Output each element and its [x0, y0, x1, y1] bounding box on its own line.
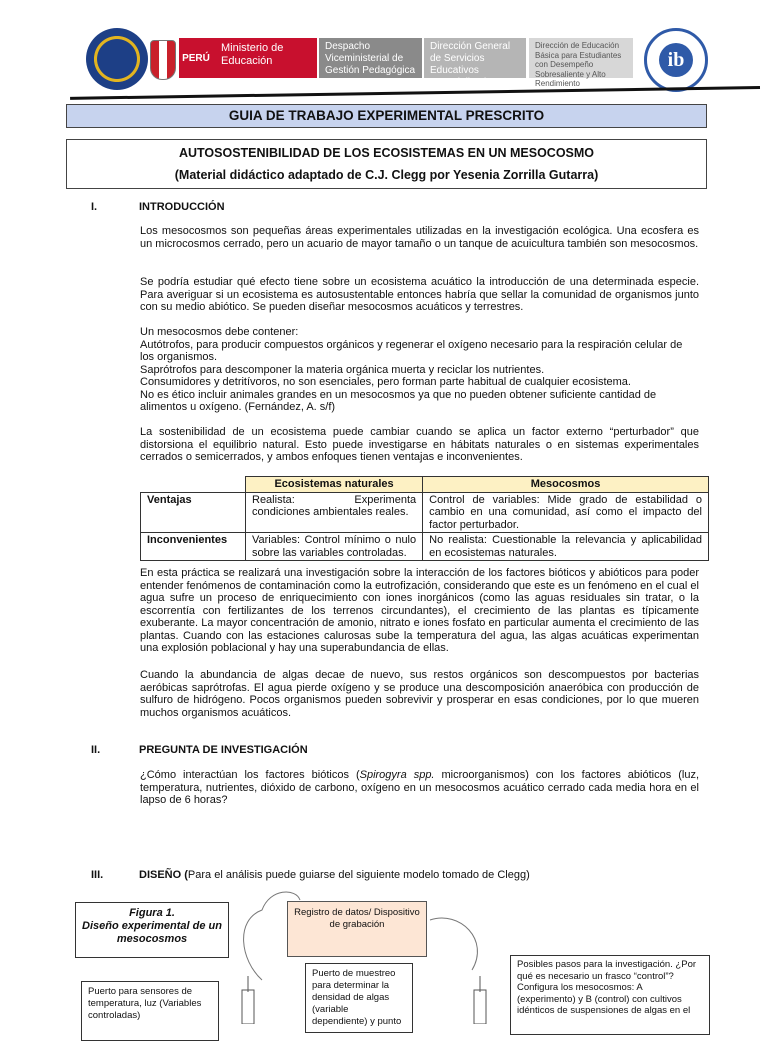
- list-item: Autótrofos, para producir compuestos orgánicos y regenerar el oxígeno necesario para la respiración celular de los organismos.: [140, 338, 683, 363]
- section-title-pregunta: PREGUNTA DE INVESTIGACIÓN: [139, 744, 308, 756]
- list-intro: Un mesocosmos debe contener:: [140, 326, 299, 338]
- header-divider: [70, 86, 760, 100]
- list-item: Saprótrofos para descomponer la materia orgánica muerta y reciclar los nutrientes.: [140, 363, 545, 376]
- paren: (: [184, 869, 188, 881]
- sensor-port-box: Puerto para sensores de temperatura, luz (Variables controladas): [81, 981, 219, 1041]
- figure-caption: Diseño experimental de un mesocosmos: [82, 920, 222, 945]
- table-header-row: [141, 477, 709, 493]
- list-item: No es ético incluir animales grandes en un mesocosmos ya que no pueden obtener suficiente cantidad de alimentos u oxígeno. (Fernández, A. s/f): [140, 388, 657, 413]
- data-logger-box: Registro de datos/ Dispositivo de grabación: [287, 901, 427, 957]
- probe-icon: [242, 990, 254, 1024]
- list-item: Consumidores y detritívoros, no son esenciales, pero forman parte habitual de cualquier ecosistema.: [140, 376, 631, 388]
- section-number: I.: [91, 201, 98, 213]
- body-paragraph-4: [140, 567, 699, 655]
- row-header: Inconvenientes: [141, 533, 246, 561]
- paragraph-text: En esta práctica se realizará una investigación sobre la interacción de los factores bióticos y abióticos para poder entender fenómenos de contaminación como la eutrofización, considerando que este es un fenómeno en el cual el agua sufre un proceso de enriquecimiento con iones inorgánicos (como las aguas residuales sin tratar, o la escorrentía con fertilizantes de los terrenos circundantes), el crecimiento de las plantas es típicamente exuberante. La mayor concentración de amonio, nitrato e iones fosfato en particular aumenta el crecimiento de las plantas. Cuando con las estaciones calurosas sube la temperatura del agua, las algas acuáticas experimentan una explosión poblacional y hay una superabundancia de ellas.: [140, 567, 699, 654]
- direccion-educacion-label: Dirección de Educación Básica para Estudiantes con Desempeño Sobresaliente y Alto Rendimiento: [529, 38, 633, 78]
- section-number: II.: [91, 744, 101, 756]
- ministerio-label: Ministerio de Educación: [213, 38, 317, 78]
- university-seal-logo: [86, 28, 148, 90]
- probe-icon: [474, 990, 486, 1024]
- body-paragraph-5: [140, 669, 699, 719]
- table-cell: Variables: Control mínimo o nulo sobre las variables controladas.: [246, 533, 423, 561]
- direccion-general-label: Dirección General de Servicios Educativos Especializados: [424, 38, 526, 78]
- page-header: [0, 0, 768, 96]
- sampling-port-box: Puerto de muestreo para determinar la densidad de algas (variable dependiente) y punto: [305, 963, 413, 1033]
- despacho-label: Despacho Viceministerial de Gestión Pedagógica: [319, 38, 422, 78]
- section-number: III.: [91, 869, 104, 881]
- column-header: Mesocosmos: [423, 477, 709, 493]
- cable-line: [430, 918, 477, 970]
- paragraph-text: La sostenibilidad de un ecosistema puede cambiar cuando se aplica un factor externo “perturbador” que distorsiona el equilibrio natural. Esto puede investigarse en hábitats naturales o en sistemas experimentales cerrados o semicerrados, y ambos enfoques tienen ventajas e inconvenientes.: [140, 426, 699, 463]
- ib-logo: [644, 28, 708, 92]
- intro-paragraph-1: [140, 225, 699, 250]
- table-cell: Control de variables: Mide grado de estabilidad o cambio en una comunidad, así como el impacto del factor perturbador.: [423, 492, 709, 533]
- peru-coat-of-arms-icon: [150, 40, 176, 80]
- table-row: [141, 492, 709, 533]
- figure-caption-box: [75, 902, 229, 958]
- figure-label: Figura 1.: [129, 907, 175, 919]
- section-title-text: DISEÑO: [139, 869, 182, 881]
- table-row: [141, 533, 709, 561]
- table-corner: [141, 477, 246, 493]
- table-cell: No realista: Cuestionable la relevancia y aplicabilidad en ecosistemas naturales.: [423, 533, 709, 561]
- species-name: Spirogyra spp.: [359, 769, 435, 781]
- peru-label: PERÚ: [179, 38, 213, 78]
- steps-box: Posibles pasos para la investigación. ¿Por qué es necesario un frasco “control”? Configura los mesocosmos: A (experimento) y B (control) con cultivos idénticos de suspensiones de algas en el: [510, 955, 710, 1035]
- paragraph-text: Cuando la abundancia de algas decae de nuevo, sus restos orgánicos son descompuestos por bacterias aeróbicas saprótrofas. El agua pierde oxígeno y se produce una descomposición anaeróbica con producción de sulfuro de hidrógeno. Pocos organismos pueden sobrevivir y prosperar en esas condiciones, por lo que mueren muchos organismos acuáticos.: [140, 669, 699, 719]
- subtitle-line2: (Material didáctico adaptado de C.J. Clegg por Yesenia Zorrilla Gutarra): [174, 168, 599, 182]
- intro-list: [140, 326, 699, 414]
- table-cell: Realista: Experimenta condiciones ambientales reales.: [246, 492, 423, 533]
- subtitle-line1: AUTOSOSTENIBILIDAD DE LOS ECOSISTEMAS EN UN MESOCOSMO: [178, 146, 595, 160]
- comparison-table: [140, 476, 709, 561]
- intro-paragraph-3: [140, 426, 699, 464]
- ib-logo-text: ib: [659, 43, 693, 77]
- paragraph-text: Se podría estudiar qué efecto tiene sobre un ecosistema acuático la introducción de una determinada especie. Para averiguar si un ecosistema es autosustentable entonces habría que sellar la comunidad de organismos junto con su medio abiótico. Se pueden diseñar mesocosmos acuáticos y terrestres.: [140, 276, 699, 313]
- row-header: Ventajas: [141, 492, 246, 533]
- section-note: Para el análisis puede guiarse del siguiente modelo tomado de Clegg): [187, 869, 530, 881]
- question-text: microorganismos) con los factores abióticos (luz, temperatura, nutrientes, dióxido de carbono, oxígeno en un mesocosmos acuático cerrado cada media hora en el lapso de 6 horas?: [140, 769, 699, 806]
- intro-paragraph-2: [140, 276, 699, 314]
- subtitle-box: [66, 139, 707, 189]
- section-title-intro: INTRODUCCIÓN: [139, 201, 225, 213]
- paragraph-text: Los mesocosmos son pequeñas áreas experimentales utilizadas en la investigación ecológica. Una ecosfera es un microcosmos cerrado, pero un acuario de mayor tamaño o un tanque de acuicultura también son mesocosmos.: [140, 225, 699, 250]
- column-header: Ecosistemas naturales: [246, 477, 423, 493]
- question-text: ¿Cómo interactúan los factores bióticos (: [140, 769, 360, 781]
- research-question: [140, 769, 699, 807]
- page-title: GUIA DE TRABAJO EXPERIMENTAL PRESCRITO: [66, 104, 707, 128]
